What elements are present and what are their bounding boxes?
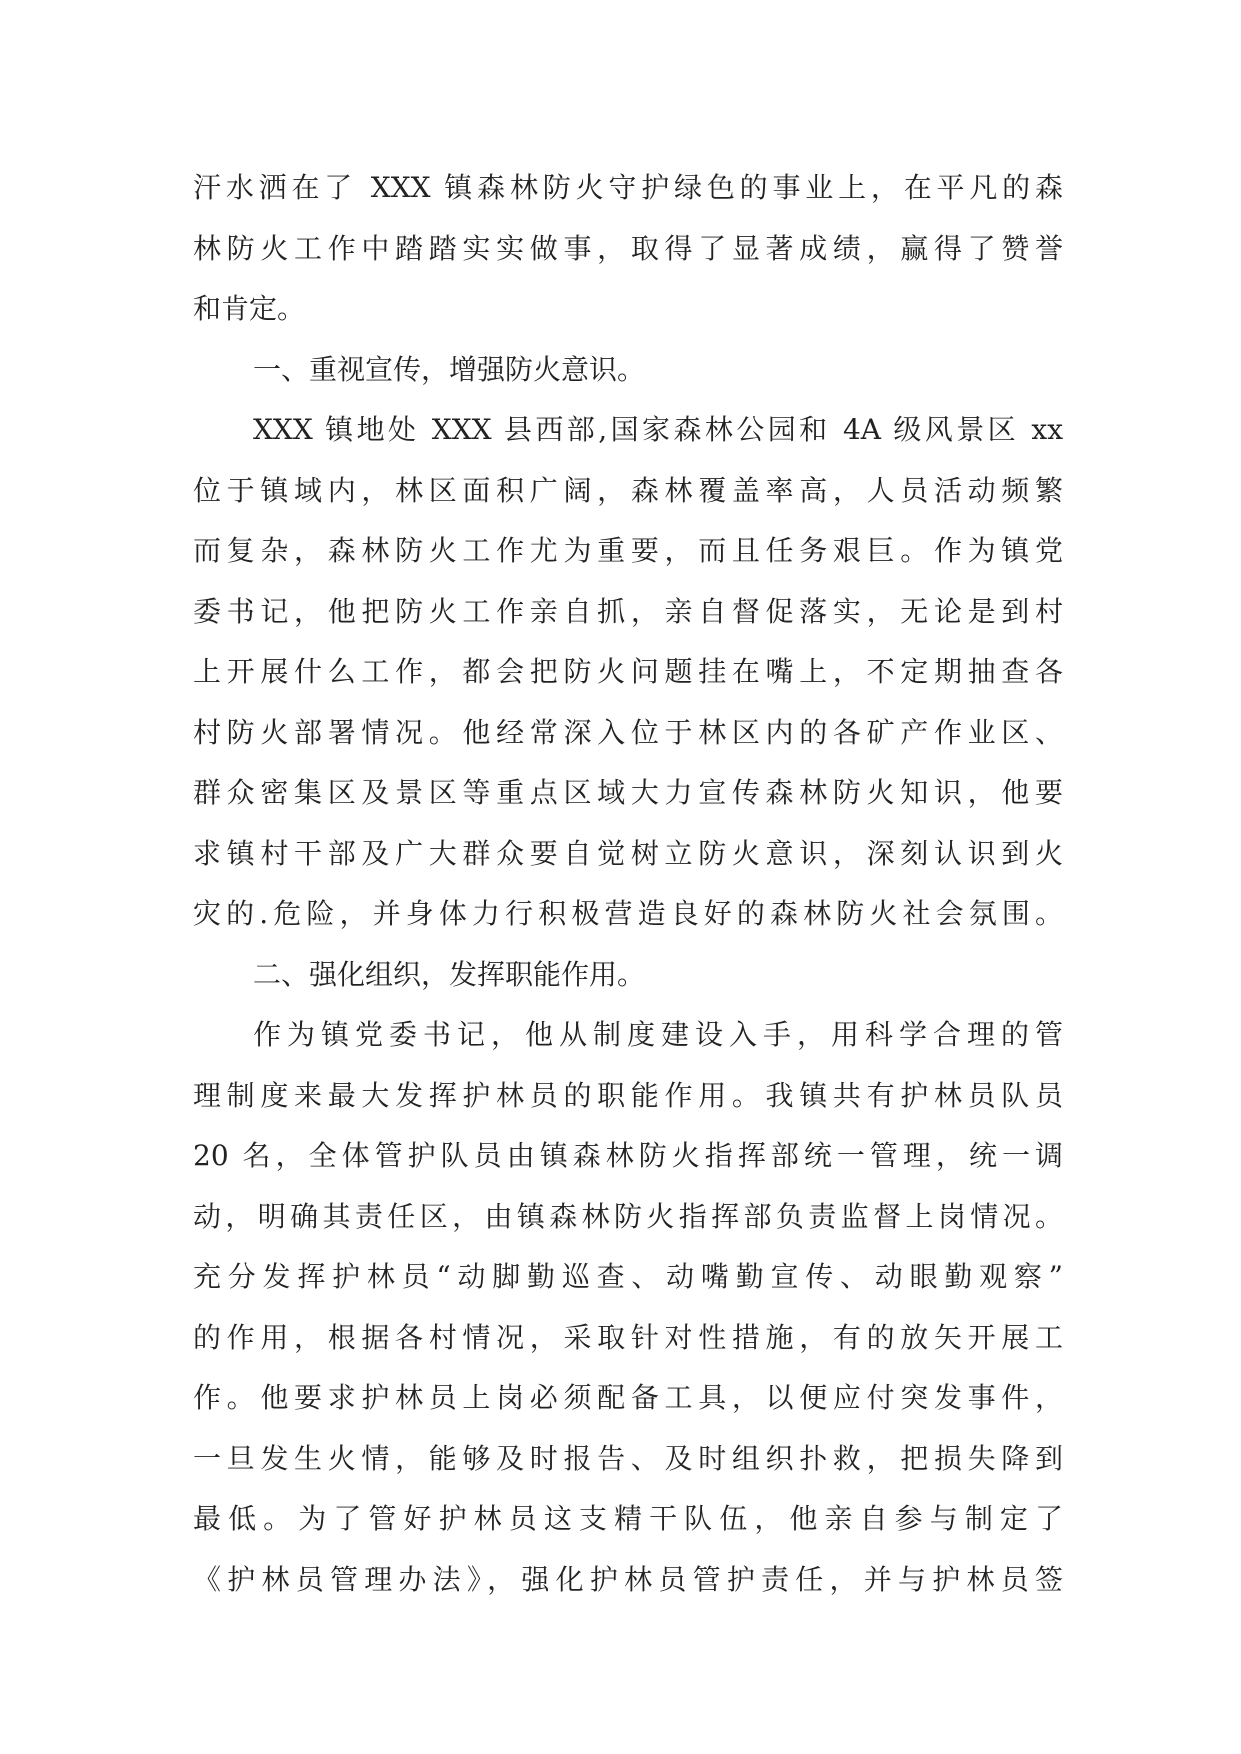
text-line: 和肯定。 xyxy=(193,292,306,325)
text-line: 委书记，他把防火工作亲自抓，亲自督促落实，无论是到村 xyxy=(193,594,1063,628)
text-line: 一、重视宣传，增强防火意识。 xyxy=(253,352,646,386)
text-line: 最低。为了管好护林员这支精干队伍，他亲自参与制定了 xyxy=(193,1502,1063,1535)
text-line: 的作用，根据各村情况，采取针对性措施，有的放矢开展工 xyxy=(193,1320,1063,1354)
text-line: 动，明确其责任区，由镇森林防火指挥部负责监督上岗情况。 xyxy=(193,1199,1063,1233)
text-line: 位于镇域内，林区面积广阔，森林覆盖率高，人员活动频繁 xyxy=(193,473,1063,507)
text-line: XXX 镇地处 XXX 县西部,国家森林公园和 4A 级风景区 xx xyxy=(253,413,1063,446)
text-line: 作为镇党委书记，他从制度建设入手，用科学合理的管 xyxy=(253,1018,1063,1051)
text-line: 群众密集区及景区等重点区域大力宣传森林防火知识，他要 xyxy=(193,776,1063,809)
text-line: 而复杂，森林防火工作尤为重要，而且任务艰巨。作为镇党 xyxy=(193,534,1063,567)
text-line: 林防火工作中踏踏实实做事，取得了显著成绩，赢得了赞誉 xyxy=(193,231,1063,265)
text-line: 20 名，全体管护队员由镇森林防火指挥部统一管理，统一调 xyxy=(193,1139,1063,1172)
text-line: 理制度来最大发挥护林员的职能作用。我镇共有护林员队员 xyxy=(193,1078,1063,1112)
text-line: 充分发挥护林员“动脚勤巡查、动嘴勤宣传、动眼勤观察” xyxy=(193,1260,1063,1293)
body-text xyxy=(193,158,1063,1610)
text-line: 作。他要求护林员上岗必须配备工具，以便应付突发事件， xyxy=(193,1381,1063,1414)
text-line: 村防火部署情况。他经常深入位于林区内的各矿产作业区、 xyxy=(193,715,1063,749)
text-line: 求镇村干部及广大群众要自觉树立防火意识，深刻认识到火 xyxy=(193,836,1063,870)
text-line: 《护林员管理办法》，强化护林员管护责任，并与护林员签 xyxy=(193,1562,1063,1596)
text-line: 上开展什么工作，都会把防火问题挂在嘴上，不定期抽查各 xyxy=(193,655,1063,688)
text-line: 二、强化组织，发挥职能作用。 xyxy=(253,957,646,991)
text-line: 汗水洒在了 XXX 镇森林防火守护绿色的事业上，在平凡的森 xyxy=(193,171,1063,204)
text-line: 灾的.危险，并身体力行积极营造良好的森林防火社会氛围。 xyxy=(193,897,1063,930)
text-line: 一旦发生火情，能够及时报告、及时组织扑救，把损失降到 xyxy=(193,1441,1063,1475)
